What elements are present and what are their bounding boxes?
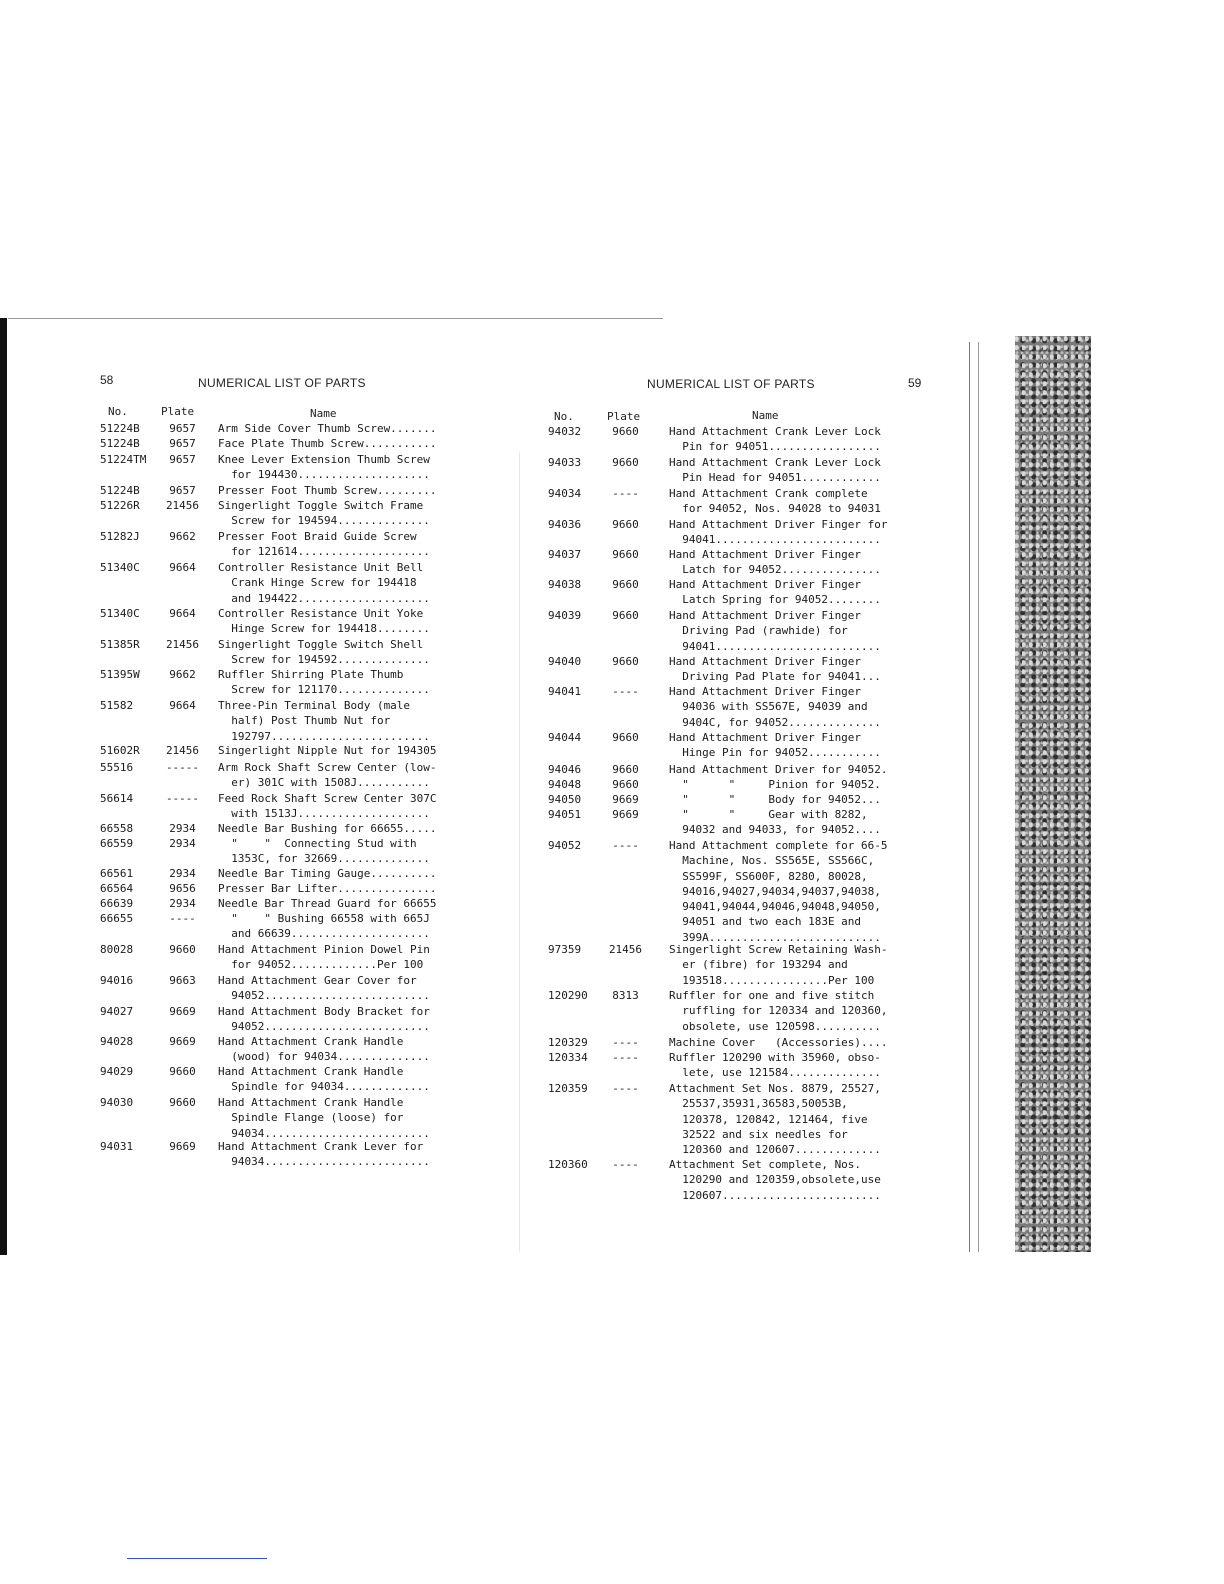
- part-name-line: Pin Head for 94051............: [669, 471, 881, 485]
- part-number: 94050: [548, 793, 582, 806]
- page-heading-right: NUMERICAL LIST OF PARTS: [647, 377, 815, 391]
- plate-number: -----: [165, 761, 200, 774]
- part-name-line: Driving Pad (rawhide) for: [669, 624, 848, 638]
- part-name-line: Pin for 94051.................: [669, 440, 881, 454]
- part-name-line: Hand Attachment Driver Finger: [669, 731, 862, 744]
- part-name-line: Screw for 194594..............: [218, 514, 430, 528]
- part-name-line: 94032 and 94033, for 94052....: [669, 823, 881, 837]
- part-number: 94030: [100, 1096, 134, 1109]
- part-name-line: " " Pinion for 94052.: [669, 778, 881, 791]
- part-name-line: half) Post Thumb Nut for: [218, 714, 391, 728]
- plate-number: 2934: [169, 897, 196, 910]
- top-edge-line: [8, 318, 663, 319]
- part-name-line: 94041.........................: [669, 639, 881, 653]
- plate-number: 8313: [612, 989, 639, 1002]
- plate-number: ----: [612, 1051, 639, 1064]
- part-name-line: (wood) for 94034..............: [218, 1050, 430, 1064]
- part-number: 94044: [548, 731, 582, 744]
- plate-number: 9657: [169, 437, 196, 450]
- part-number: 120329: [548, 1036, 588, 1049]
- plate-number: ----: [612, 1036, 639, 1049]
- part-number: 120359: [548, 1082, 588, 1095]
- plate-number: 2934: [169, 837, 196, 850]
- col-header-plate: Plate: [161, 405, 195, 418]
- plate-number: 9660: [169, 943, 196, 956]
- part-name-line: 193518................Per 100: [669, 973, 875, 987]
- part-name: [218, 1064, 446, 1095]
- plate-number: 21456: [165, 638, 200, 651]
- part-name-line: Machine Cover (Accessories)....: [669, 1036, 888, 1049]
- part-name-line: Singerlight Toggle Switch Shell: [218, 638, 424, 651]
- part-name-line: Hand Attachment Driver Finger: [669, 655, 862, 668]
- binding-edge: [0, 318, 7, 1255]
- part-name: [669, 486, 899, 517]
- part-name: [218, 836, 446, 867]
- part-name-line: " " Body for 94052...: [669, 793, 881, 806]
- col-header-no: No.: [554, 410, 574, 423]
- part-name-line: Hand Attachment Crank Lever Lock: [669, 456, 881, 469]
- part-name: [669, 684, 899, 730]
- part-name-line: 94051 and two each 183E and: [669, 915, 862, 929]
- plate-number: ----: [612, 487, 639, 500]
- part-name-line: Screw for 194592..............: [218, 653, 430, 667]
- cover-texture-strip: [1015, 336, 1091, 1252]
- part-name-line: " " Connecting Stud with: [218, 837, 417, 850]
- part-name-line: er (fibre) for 193294 and: [669, 958, 848, 972]
- part-number: 120334: [548, 1051, 588, 1064]
- part-number: 51282J: [100, 530, 140, 543]
- plate-number: ----: [612, 839, 639, 852]
- plate-number: 21456: [165, 744, 200, 757]
- part-name: [669, 1035, 899, 1050]
- part-name-line: 25537,35931,36583,50053B,: [669, 1097, 848, 1111]
- part-name-line: Hinge Pin for 94052...........: [669, 746, 881, 760]
- part-name-line: Hand Attachment Crank Handle: [218, 1065, 404, 1078]
- part-name-line: Controller Resistance Unit Yoke: [218, 607, 424, 620]
- part-name-line: 120360 and 120607.............: [669, 1143, 881, 1157]
- part-name-line: 120607........................: [669, 1188, 881, 1202]
- part-number: 94048: [548, 778, 582, 791]
- plate-number: 9660: [612, 425, 639, 438]
- page-number-right: 59: [908, 376, 922, 390]
- part-name-line: Controller Resistance Unit Bell: [218, 561, 424, 574]
- part-name: [218, 421, 446, 436]
- plate-number: ----: [169, 912, 196, 925]
- part-name-line: Hand Attachment Body Bracket for: [218, 1005, 430, 1018]
- part-number: 97359: [548, 943, 582, 956]
- part-name-line: Ruffler Shirring Plate Thumb: [218, 668, 404, 681]
- plate-number: 9669: [612, 793, 639, 806]
- part-name-line: Hand Attachment Gear Cover for: [218, 974, 417, 987]
- part-name-line: Driving Pad Plate for 94041...: [669, 670, 881, 684]
- part-name-line: obsolete, use 120598..........: [669, 1019, 881, 1033]
- part-name: [218, 452, 446, 483]
- col-header-no: No.: [108, 405, 128, 418]
- part-number: 56614: [100, 792, 134, 805]
- part-name-line: Latch for 94052...............: [669, 563, 881, 577]
- part-name-line: Face Plate Thumb Screw...........: [218, 437, 437, 450]
- part-name-line: for 194430....................: [218, 468, 430, 482]
- part-name-line: 94034.........................: [218, 1155, 430, 1169]
- col-header-plate: Plate: [607, 410, 641, 423]
- part-name: [669, 777, 899, 792]
- plate-number: -----: [165, 792, 200, 805]
- part-number: 94028: [100, 1035, 134, 1048]
- part-name-line: and 66639.....................: [218, 927, 430, 941]
- part-name-line: 94034.........................: [218, 1126, 430, 1140]
- part-name-line: for 94052, Nos. 94028 to 94031: [669, 502, 881, 516]
- plate-number: 9662: [169, 530, 196, 543]
- part-number: 66639: [100, 897, 134, 910]
- part-name: [669, 792, 899, 807]
- plate-number: 21456: [165, 499, 200, 512]
- part-name: [218, 1139, 446, 1170]
- part-name: [218, 698, 446, 744]
- part-name-line: 32522 and six needles for: [669, 1127, 848, 1141]
- part-name: [218, 896, 446, 911]
- part-name: [669, 577, 899, 608]
- part-name: [218, 1004, 446, 1035]
- part-name-line: Ruffler for one and five stitch: [669, 989, 875, 1002]
- part-name: [218, 791, 446, 822]
- part-number: 51395W: [100, 668, 140, 681]
- part-number: 94041: [548, 685, 582, 698]
- part-number: 51224B: [100, 422, 140, 435]
- part-name-line: " " Gear with 8282,: [669, 808, 868, 821]
- part-number: 94052: [548, 839, 582, 852]
- plate-number: ----: [612, 1082, 639, 1095]
- part-name-line: 94016,94027,94034,94037,94038,: [669, 884, 881, 898]
- part-name-line: Arm Side Cover Thumb Screw.......: [218, 422, 437, 435]
- part-name: [218, 667, 446, 698]
- part-number: 51224B: [100, 484, 140, 497]
- part-name-line: Feed Rock Shaft Screw Center 307C: [218, 792, 437, 805]
- part-number: 94033: [548, 456, 582, 469]
- plate-number: 9664: [169, 561, 196, 574]
- part-number: 94046: [548, 763, 582, 776]
- part-name-line: SS599F, SS600F, 8280, 80028,: [669, 869, 868, 883]
- part-number: 94036: [548, 518, 582, 531]
- part-number: 120360: [548, 1158, 588, 1171]
- part-name-line: Singerlight Screw Retaining Wash-: [669, 943, 888, 956]
- part-name: [218, 821, 446, 836]
- part-name-line: Hand Attachment Driver Finger: [669, 578, 862, 591]
- plate-number: 9660: [612, 609, 639, 622]
- col-header-name: Name: [310, 407, 337, 420]
- part-name-line: Presser Foot Thumb Screw.........: [218, 484, 437, 497]
- part-name: [218, 760, 446, 791]
- part-name-line: Latch Spring for 94052........: [669, 593, 881, 607]
- part-name-line: Hand Attachment Driver Finger: [669, 548, 862, 561]
- part-number: 94039: [548, 609, 582, 622]
- page-edge-line: [969, 342, 970, 1252]
- part-number: 94032: [548, 425, 582, 438]
- part-number: 66655: [100, 912, 134, 925]
- part-name-line: 94041,94044,94046,94048,94050,: [669, 900, 881, 914]
- part-name-line: Needle Bar Thread Guard for 66655: [218, 897, 437, 910]
- part-name: [669, 1157, 899, 1203]
- part-number: 94037: [548, 548, 582, 561]
- part-name-line: Crank Hinge Screw for 194418: [218, 576, 417, 590]
- part-name-line: Spindle Flange (loose) for: [218, 1111, 404, 1125]
- part-name-line: " " Bushing 66558 with 665J: [218, 912, 430, 925]
- part-name-line: 94052.........................: [218, 1020, 430, 1034]
- part-name: [669, 807, 899, 838]
- part-number: 94027: [100, 1005, 134, 1018]
- plate-number: 9660: [612, 778, 639, 791]
- part-number: 80028: [100, 943, 134, 956]
- plate-number: 9660: [612, 763, 639, 776]
- plate-number: 9660: [612, 655, 639, 668]
- plate-number: 9669: [169, 1140, 196, 1153]
- part-name: [669, 547, 899, 578]
- part-name-line: for 121614....................: [218, 545, 430, 559]
- part-name: [669, 838, 899, 945]
- plate-number: 9660: [612, 548, 639, 561]
- part-name: [218, 1034, 446, 1065]
- part-name: [669, 762, 899, 777]
- part-name-line: Presser Bar Lifter...............: [218, 882, 437, 895]
- plate-number: 21456: [608, 943, 643, 956]
- part-name-line: Needle Bar Timing Gauge..........: [218, 867, 437, 880]
- part-name: [218, 560, 446, 606]
- part-number: 66564: [100, 882, 134, 895]
- part-name: [218, 743, 446, 758]
- part-name-line: Attachment Set Nos. 8879, 25527,: [669, 1082, 881, 1095]
- part-name-line: Hand Attachment Crank Lever Lock: [669, 425, 881, 438]
- part-name: [218, 606, 446, 637]
- part-number: 51602R: [100, 744, 140, 757]
- part-name-line: Hand Attachment Pinion Dowel Pin: [218, 943, 430, 956]
- part-name: [669, 654, 899, 685]
- col-header-name: Name: [752, 409, 779, 422]
- part-name-line: Three-Pin Terminal Body (male: [218, 699, 411, 712]
- plate-number: 9669: [169, 1005, 196, 1018]
- part-number: 66559: [100, 837, 134, 850]
- part-name-line: Needle Bar Bushing for 66655.....: [218, 822, 437, 835]
- plate-number: 2934: [169, 867, 196, 880]
- plate-number: 9669: [612, 808, 639, 821]
- part-number: 51226R: [100, 499, 140, 512]
- part-name-line: er) 301C with 1508J...........: [218, 776, 430, 790]
- part-number: 51582: [100, 699, 134, 712]
- part-number: 94040: [548, 655, 582, 668]
- part-name: [669, 942, 899, 988]
- part-name-line: 94041.........................: [669, 533, 881, 547]
- part-number: 94029: [100, 1065, 134, 1078]
- part-number: 51340C: [100, 561, 140, 574]
- part-name-line: Hand Attachment Crank Lever for: [218, 1140, 424, 1153]
- part-number: 120290: [548, 989, 588, 1002]
- part-name-line: Singerlight Nipple Nut for 194305: [218, 744, 437, 757]
- gutter-line: [519, 452, 520, 1252]
- part-name-line: Arm Rock Shaft Screw Center (low-: [218, 761, 437, 774]
- part-name: [669, 608, 899, 654]
- part-name: [218, 866, 446, 881]
- part-name-line: Presser Foot Braid Guide Screw: [218, 530, 417, 543]
- plate-number: 9657: [169, 484, 196, 497]
- bottom-underline: [127, 1558, 267, 1559]
- plate-number: 9662: [169, 668, 196, 681]
- part-name-line: lete, use 121584..............: [669, 1066, 881, 1080]
- part-name-line: Attachment Set complete, Nos.: [669, 1158, 862, 1171]
- plate-number: 9660: [169, 1096, 196, 1109]
- page-number-left: 58: [100, 373, 114, 387]
- part-name-line: 399A..........................: [669, 930, 881, 944]
- part-name-line: 1353C, for 32669..............: [218, 852, 430, 866]
- part-name: [669, 1081, 899, 1157]
- plate-number: 9660: [612, 578, 639, 591]
- part-number: 94034: [548, 487, 582, 500]
- part-name-line: Hand Attachment Driver Finger: [669, 609, 862, 622]
- part-name: [218, 637, 446, 668]
- part-name-line: and 194422....................: [218, 591, 430, 605]
- part-name: [218, 529, 446, 560]
- part-name-line: Hand Attachment complete for 66-5: [669, 839, 888, 852]
- part-name-line: with 1513J....................: [218, 807, 430, 821]
- part-name-line: 9404C, for 94052..............: [669, 715, 881, 729]
- part-name: [669, 424, 899, 455]
- plate-number: 9664: [169, 699, 196, 712]
- plate-number: 9660: [612, 518, 639, 531]
- part-number: 94051: [548, 808, 582, 821]
- part-name-line: Spindle for 94034.............: [218, 1080, 430, 1094]
- part-name: [218, 436, 446, 451]
- plate-number: ----: [612, 685, 639, 698]
- part-name-line: Hand Attachment Driver Finger: [669, 685, 862, 698]
- part-name-line: Screw for 121170..............: [218, 683, 430, 697]
- part-name-line: Singerlight Toggle Switch Frame: [218, 499, 424, 512]
- plate-number: 2934: [169, 822, 196, 835]
- part-name: [218, 498, 446, 529]
- part-number: 51385R: [100, 638, 140, 651]
- plate-number: 9657: [169, 453, 196, 466]
- part-number: 51224TM: [100, 453, 147, 466]
- part-name-line: Hand Attachment Driver Finger for: [669, 518, 888, 531]
- part-name-line: Hand Attachment Crank complete: [669, 487, 868, 500]
- plate-number: 9663: [169, 974, 196, 987]
- part-name-line: Hand Attachment Driver for 94052.: [669, 763, 888, 776]
- part-name: [669, 730, 899, 761]
- part-name-line: Ruffler 120290 with 35960, obso-: [669, 1051, 881, 1064]
- part-name-line: Hand Attachment Crank Handle: [218, 1035, 404, 1048]
- part-number: 51340C: [100, 607, 140, 620]
- plate-number: 9656: [169, 882, 196, 895]
- part-number: 66561: [100, 867, 134, 880]
- part-name-line: Machine, Nos. SS565E, SS566C,: [669, 854, 875, 868]
- part-name: [218, 911, 446, 942]
- plate-number: 9664: [169, 607, 196, 620]
- part-name-line: Hinge Screw for 194418........: [218, 622, 430, 636]
- part-number: 94038: [548, 578, 582, 591]
- part-name-line: 94036 with SS567E, 94039 and: [669, 700, 868, 714]
- part-name-line: Knee Lever Extension Thumb Screw: [218, 453, 430, 466]
- plate-number: 9660: [612, 731, 639, 744]
- part-name: [669, 1050, 899, 1081]
- part-name-line: ruffling for 120334 and 120360,: [669, 1004, 888, 1018]
- part-number: 51224B: [100, 437, 140, 450]
- part-name: [669, 517, 899, 548]
- plate-number: 9660: [169, 1065, 196, 1078]
- part-number: 94031: [100, 1140, 134, 1153]
- part-name-line: 120290 and 120359,obsolete,use: [669, 1173, 881, 1187]
- plate-number: 9660: [612, 456, 639, 469]
- part-name: [218, 942, 446, 973]
- part-name: [218, 973, 446, 1004]
- part-number: 94016: [100, 974, 134, 987]
- part-name-line: for 94052.............Per 100: [218, 958, 424, 972]
- part-name-line: 94052.........................: [218, 989, 430, 1003]
- part-number: 66558: [100, 822, 134, 835]
- part-name: [218, 483, 446, 498]
- part-name: [218, 1095, 446, 1141]
- plate-number: 9657: [169, 422, 196, 435]
- part-number: 55516: [100, 761, 134, 774]
- plate-number: 9669: [169, 1035, 196, 1048]
- part-name-line: Hand Attachment Crank Handle: [218, 1096, 404, 1109]
- part-name: [669, 455, 899, 486]
- part-name: [218, 881, 446, 896]
- part-name-line: 120378, 120842, 121464, five: [669, 1112, 868, 1126]
- page-heading-left: NUMERICAL LIST OF PARTS: [198, 376, 366, 390]
- page-edge-line-2: [978, 342, 979, 1252]
- plate-number: ----: [612, 1158, 639, 1171]
- part-name-line: 192797........................: [218, 729, 430, 743]
- part-name: [669, 988, 899, 1034]
